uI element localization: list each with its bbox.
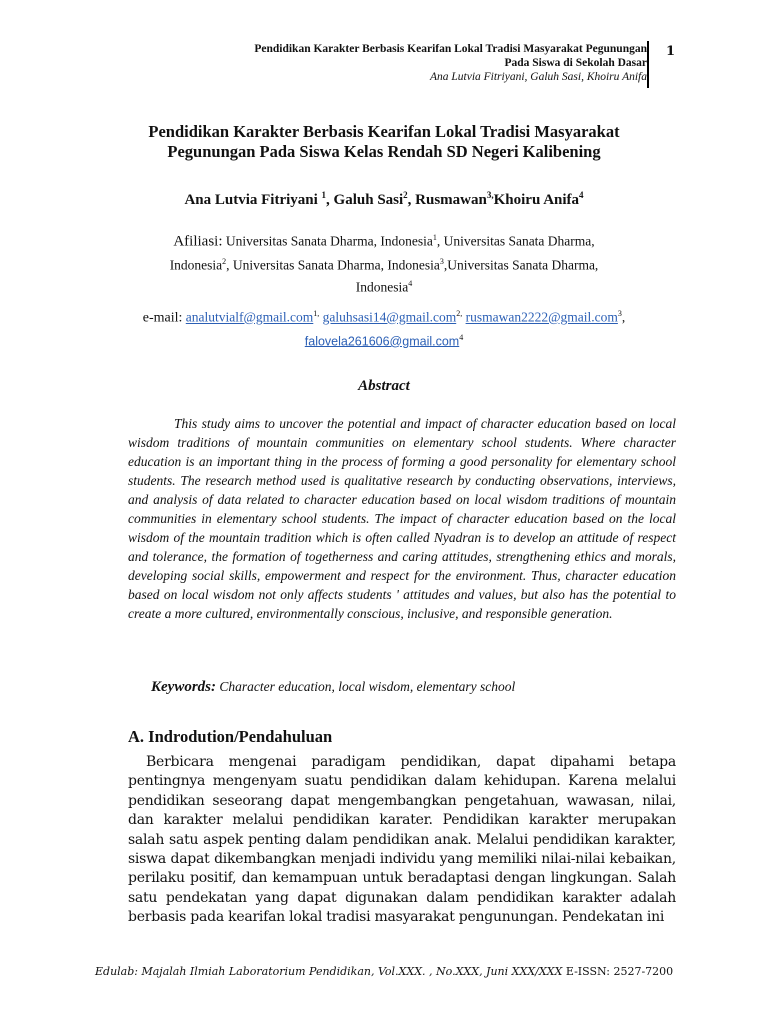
page-footer: [95, 965, 715, 978]
email-block: [120, 304, 648, 351]
affiliation-item: Universitas Sanata Dharma, Indonesia: [355, 257, 599, 295]
email-link[interactable]: galuhsasi14@gmail.com: [322, 309, 457, 325]
page-number: 1: [666, 44, 676, 59]
keywords-line: [151, 679, 671, 696]
author-list: [100, 190, 668, 209]
header-divider: [647, 41, 649, 88]
affiliation-marker: 1: [432, 233, 437, 242]
header-authors: Ana Lutvia Fitriyani, Galuh Sasi, Khoiru Anifa: [429, 71, 647, 83]
author-name: Ana Lutvia Fitriyani: [184, 192, 318, 208]
affiliation-block: [145, 228, 623, 297]
author-separator: ,: [326, 192, 334, 208]
affiliation-marker: 3: [439, 256, 444, 266]
affiliation-item: Universitas Sanata Dharma, Indonesia: [232, 257, 440, 272]
author-affil-marker: 4: [579, 190, 584, 200]
affiliation-item: Universitas Sanata Dharma, Indonesia: [222, 233, 433, 249]
footer-issn: E-ISSN: 2527-7200: [565, 965, 674, 978]
header-title-line2: Pada Siswa di Sekolah Dasar: [504, 57, 647, 69]
email-marker: 2,: [456, 309, 463, 318]
author-separator: ,: [407, 192, 416, 208]
affiliation-marker: 2: [222, 256, 227, 266]
keywords-label: Keywords:: [151, 679, 216, 695]
paper-title: [110, 122, 658, 162]
author-name: Galuh Sasi: [333, 192, 404, 208]
keywords-value: Character education, local wisdom, elementary school: [219, 679, 516, 694]
author-affil-marker: 1: [321, 190, 327, 200]
abstract-heading: Abstract: [358, 378, 410, 394]
abstract-text: This study aims to uncover the potential and impact of character education based on local wisdom traditions of mountain communities on elementary school students. Where character education is an important thing in the process of forming a good personality for elementary school students. The research method used is qualitative research by conducting observations, interviews, and analysis of data related to character education based on local wisdom traditions of mountain communities in elementary school students. The impact of character education based on the local wisdom of the mountain tradition which is often called Nyadran is to develop an attitude of respect and tolerance, the formation of togetherness and caring attitudes, strengthening ethics and morals, developing social skills, empowerment and respect for the environment. Thus, character education based on local wisdom not only affects students ' attitudes and values, but also has the potential to create a more cultured, environmentally conscious, inclusive, and responsible generation.: [128, 416, 676, 621]
affiliation-item: Universitas Sanata Dharma, Indonesia: [169, 233, 595, 272]
affiliation-separator: ,: [226, 257, 233, 272]
author-name: Khoiru Anifa: [493, 192, 580, 208]
email-link[interactable]: analutvialf@gmail.com: [185, 309, 314, 325]
section-body-text: Berbicara mengenai paradigam pendidikan, dapat dipahami betapa pentingnya mengenyam suatu pendidikan dalam kehidupan. Karena melalui pendidikan seseorang dapat mengembangkan pengetahuan, wawasan, nilai, dan karakter melalui pendidikan karater. Pendidikan karakter merupakan salah satu aspek penting dalam pendidikan anak. Melalui pendidikan karakter, siswa dapat dikembangkan menjadi individu yang memiliki nilai-nilai kebaikan, perilaku positif, dan kemampuan untuk beradaptasi dengan lingkungan. Salah satu pendekatan yang dapat digunakan dalam pendidikan karakter adalah berbasis pada kearifan lokal tradisi masyarakat pengunungan. Pendekatan ini: [128, 754, 676, 926]
affiliation-separator: ,: [443, 257, 448, 272]
author-affil-marker: 3,: [486, 190, 494, 200]
email-marker: 3: [617, 309, 622, 318]
footer-journal: Edulab: Majalah Ilmiah Laboratorium Pendidikan, Vol.XXX. , No.XXX, Juni XXX/XXX: [95, 965, 563, 978]
affiliation-label: Afiliasi:: [173, 233, 223, 250]
title-line1: Pendidikan Karakter Berbasis Kearifan Lokal Tradisi Masyarakat: [148, 122, 620, 141]
running-header: [147, 42, 647, 84]
author-name: Rusmawan: [415, 192, 487, 208]
email-link[interactable]: falovela261606@gmail.com: [304, 334, 460, 348]
author-affil-marker: 2: [403, 190, 408, 200]
email-label: e-mail:: [142, 310, 183, 326]
email-link[interactable]: rusmawan2222@gmail.com: [465, 309, 618, 325]
affiliation-marker: 4: [408, 279, 413, 288]
affiliation-separator: ,: [436, 233, 444, 249]
email-marker: 1,: [313, 309, 320, 318]
header-title-line1: Pendidikan Karakter Berbasis Kearifan Lokal Tradisi Masyarakat Pegunungan: [254, 43, 647, 55]
email-separator: ,: [621, 309, 626, 325]
section-heading: A. Indrodution/Pendahuluan: [128, 727, 333, 746]
title-line2: Pegunungan Pada Siswa Kelas Rendah SD Negeri Kalibening: [167, 142, 601, 161]
email-marker: 4: [459, 332, 464, 342]
